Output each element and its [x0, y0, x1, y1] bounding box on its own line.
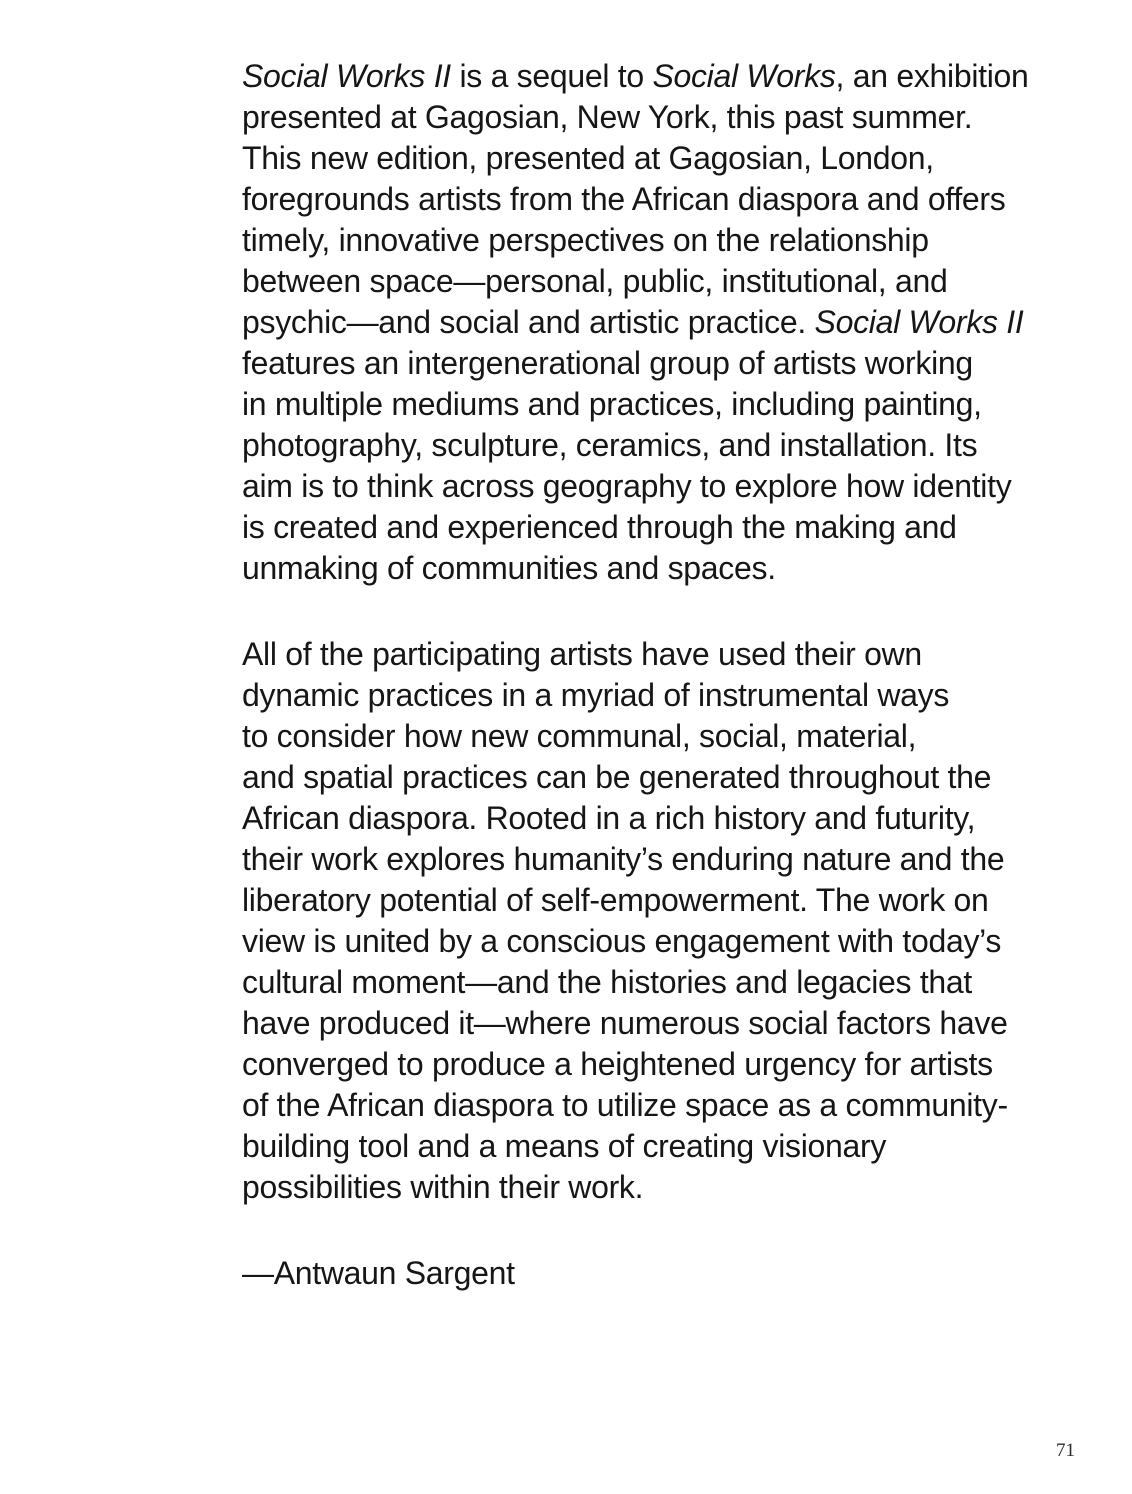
- byline: —Antwaun Sargent: [242, 1255, 515, 1291]
- essay-text: [242, 56, 1094, 1294]
- essay-paragraph-1: Social Works II is a sequel to Social Works, an exhibition presented at Gagosian, New York, this past summer. This new edition, presented at Gagosian, London, foregrounds artists from the African diaspora and offers timely, innovative perspectives on the relationship between space—personal, public, institutional, and psychic—and social and artistic practice. Social Works II features an intergenerational group of artists working in multiple mediums and practices, including painting, photography, sculpture, ceramics, and installation. Its aim is to think across geography to explore how identity is created and experienced through the making and unmaking of communities and spaces.: [242, 58, 1029, 586]
- essay-paragraph-2: All of the participating artists have used their own dynamic practices in a myriad of instrumental ways to consider how new communal, social, material, and spatial practices can be generated throughout the African diaspora. Rooted in a rich history and futurity, their work explores humanity’s enduring nature and the liberatory potential of self-empowerment. The work on view is united by a conscious engagement with today’s cultural moment—and the histories and legacies that have produced it—where numerous social factors have converged to produce a heightened urgency for artists of the African diaspora to utilize space as a community- building tool and a means of creating visionary possibilities within their work.: [242, 636, 1008, 1205]
- page-number: 71: [1056, 1440, 1075, 1461]
